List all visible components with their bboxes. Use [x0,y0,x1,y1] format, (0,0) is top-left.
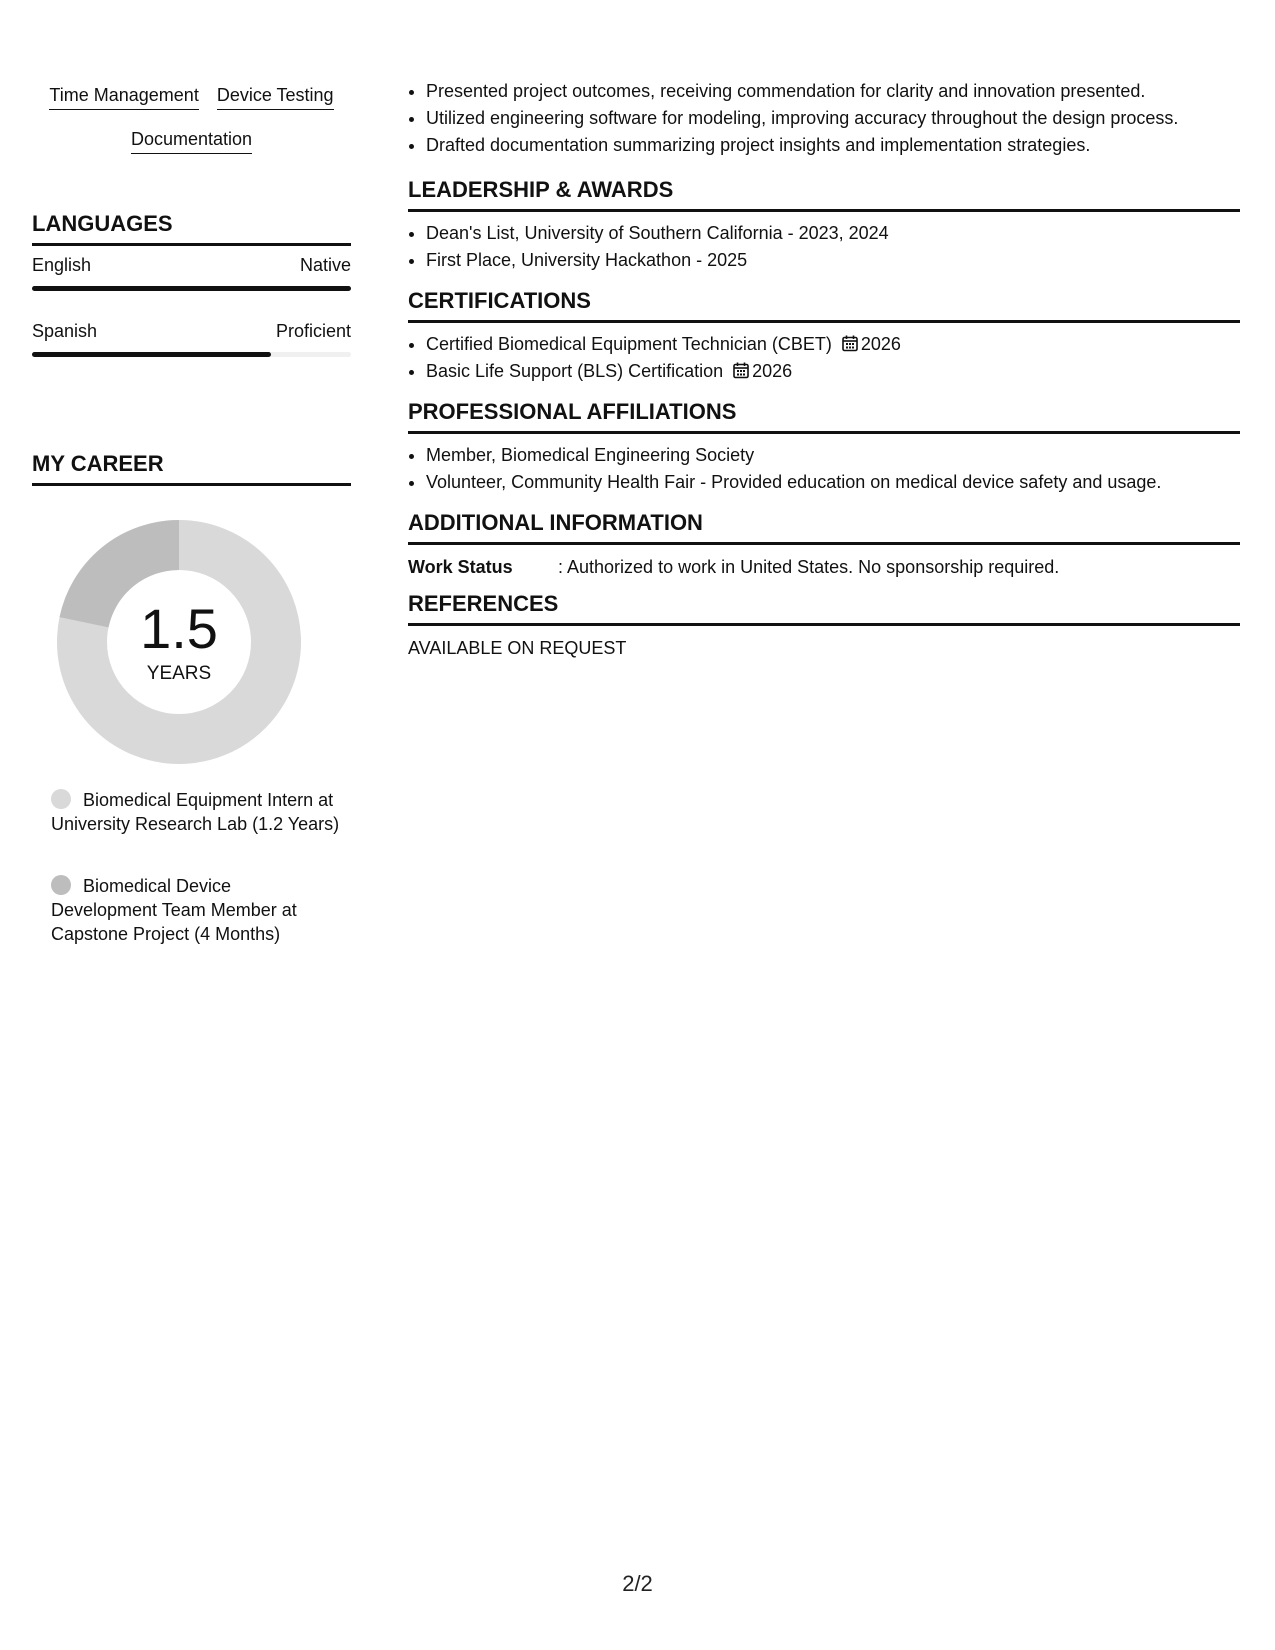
language-bar-fill [32,286,351,291]
list-item: • Presented project outcomes, receiving commendation for clarity and innovation presented. [426,78,1240,105]
list-item: • Volunteer, Community Health Fair - Provided education on medical device safety and usage. [426,469,1240,496]
career-legend-item [51,788,341,836]
language-bar [32,352,351,357]
additional-info-section [408,510,1240,579]
language-bar [32,286,351,291]
career-total-unit: YEARS [146,663,212,684]
section-title: LEADERSHIP & AWARDS [408,177,1240,212]
languages-section [32,211,351,246]
language-item [32,320,351,357]
list-item [426,331,1240,358]
donut-center [56,519,302,765]
certification-year: 2026 [752,361,793,381]
list-item: • First Place, University Hackathon - 2025 [426,247,1240,274]
calendar-icon [842,335,858,352]
career-donut-chart [56,519,302,765]
references-value: AVAILABLE ON REQUEST [408,638,627,658]
list-item: • Member, Biomedical Engineering Society [426,442,1240,469]
work-status-label: Work Status [408,557,513,577]
certification-year: 2026 [860,334,901,354]
work-status-row [408,555,1240,579]
section-title: REFERENCES [408,591,1240,626]
section-title: ADDITIONAL INFORMATION [408,510,1240,545]
section-title: CERTIFICATIONS [408,288,1240,323]
language-name: English [32,255,92,275]
career-section [32,451,351,486]
leadership-section [408,177,1240,274]
certifications-section [408,288,1240,385]
certification-name: Basic Life Support (BLS) Certification [426,361,724,381]
language-item [32,254,351,291]
experience-bullets [408,78,1240,159]
work-status-value: : Authorized to work in United States. No sponsorship required. [558,557,1060,577]
language-name: Spanish [32,321,98,341]
legend-label: Biomedical Equipment Intern at University Research Lab (1.2 Years) [51,790,340,834]
skill-tag: Documentation [131,128,252,154]
career-total-value: 1.5 [140,597,218,660]
career-legend-item [51,874,341,946]
language-bar-fill [32,352,271,357]
section-title: LANGUAGES [32,211,351,246]
language-level: Proficient [275,321,351,341]
skills-tags [32,84,351,172]
section-title: MY CAREER [32,451,351,486]
section-title: PROFESSIONAL AFFILIATIONS [408,399,1240,434]
certification-name: Certified Biomedical Equipment Technician (CBET) [426,334,832,354]
list-item [426,358,1240,385]
page-number: 2/2 [622,1571,653,1596]
list-item: • Drafted documentation summarizing project insights and implementation strategies. [426,132,1240,159]
legend-dot [51,789,71,809]
calendar-icon [733,362,749,379]
skill-tag: Time Management [49,84,198,110]
legend-label: Biomedical Device Development Team Member at Capstone Project (4 Months) [51,876,297,944]
language-level: Native [299,255,351,275]
affiliations-section [408,399,1240,496]
legend-dot [51,875,71,895]
references-section [408,591,1240,660]
list-item: • Dean's List, University of Southern California - 2023, 2024 [426,220,1240,247]
skill-tag: Device Testing [217,84,334,110]
list-item: • Utilized engineering software for modeling, improving accuracy throughout the design process. [426,105,1240,132]
